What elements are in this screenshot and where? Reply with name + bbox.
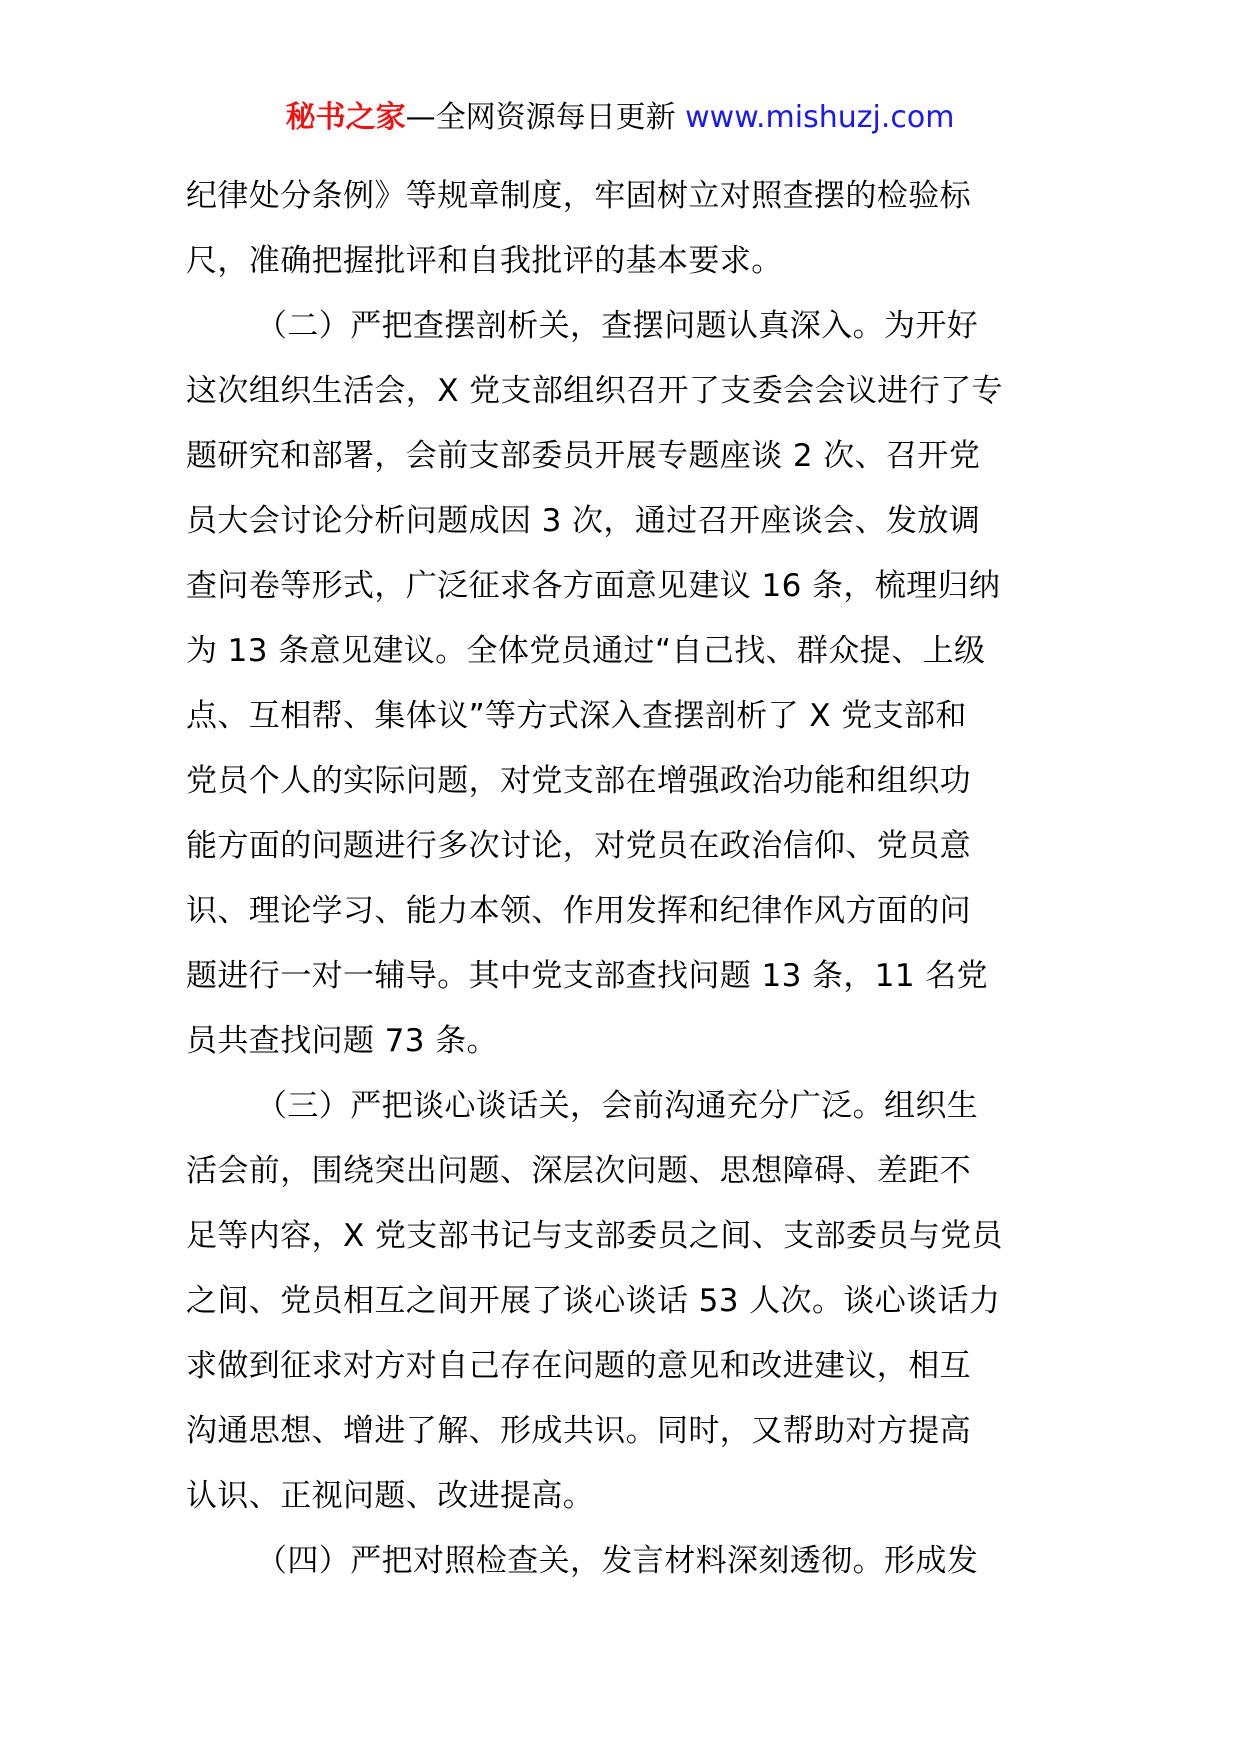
text-line: 求做到征求对方对自己存在问题的意见和改进建议，相互 bbox=[186, 1348, 971, 1384]
text-line: 纪律处分条例》等规章制度，牢固树立对照查摆的检验标 bbox=[186, 178, 971, 214]
text-line: 活会前，围绕突出问题、深层次问题、思想障碍、差距不 bbox=[186, 1153, 971, 1189]
text-line: 这次组织生活会，X 党支部组织召开了支委会会议进行了专 bbox=[186, 373, 1003, 409]
text-line: 认识、正视问题、改进提高。 bbox=[186, 1478, 595, 1514]
text-line: 题研究和部署，会前支部委员开展专题座谈 2 次、召开党 bbox=[186, 438, 981, 474]
paragraph-start-line: （四）严把对照检查关，发言材料深刻透彻。形成发 bbox=[256, 1543, 979, 1579]
text-line: 沟通思想、增进了解、形成共识。同时，又帮助对方提高 bbox=[186, 1413, 971, 1449]
text-line: 识、理论学习、能力本领、作用发挥和纪律作风方面的问 bbox=[186, 893, 971, 929]
site-header bbox=[0, 98, 1240, 138]
text-line: 员大会讨论分析问题成因 3 次，通过召开座谈会、发放调 bbox=[186, 503, 981, 539]
text-line: 尺，准确把握批评和自我批评的基本要求。 bbox=[186, 243, 783, 279]
site-tagline: —全网资源每日更新 bbox=[405, 100, 686, 135]
site-url-link[interactable]: www.mishuzj.com bbox=[685, 100, 955, 135]
paragraph-start-line: （二）严把查摆剖析关，查摆问题认真深入。为开好 bbox=[256, 308, 979, 344]
text-line: 能方面的问题进行多次讨论，对党员在政治信仰、党员意 bbox=[186, 828, 971, 864]
document-body bbox=[186, 164, 1062, 1594]
text-line: 为 13 条意见建议。全体党员通过“自己找、群众提、上级 bbox=[186, 633, 986, 669]
text-line: 员共查找问题 73 条。 bbox=[186, 1023, 498, 1059]
text-line: 足等内容，X 党支部书记与支部委员之间、支部委员与党员 bbox=[186, 1218, 1003, 1254]
text-line: 党员个人的实际问题，对党支部在增强政治功能和组织功 bbox=[186, 763, 971, 799]
text-line: 之间、党员相互之间开展了谈心谈话 53 人次。谈心谈话力 bbox=[186, 1283, 1001, 1319]
text-line: 点、互相帮、集体议”等方式深入查摆剖析了 X 党支部和 bbox=[186, 698, 967, 734]
text-line: 查问卷等形式，广泛征求各方面意见建议 16 条，梳理归纳 bbox=[186, 568, 1001, 604]
paragraph-start-line: （三）严把谈心谈话关，会前沟通充分广泛。组织生 bbox=[256, 1088, 979, 1124]
text-line: 题进行一对一辅导。其中党支部查找问题 13 条，11 名党 bbox=[186, 958, 989, 994]
site-brand: 秘书之家 bbox=[285, 100, 406, 135]
